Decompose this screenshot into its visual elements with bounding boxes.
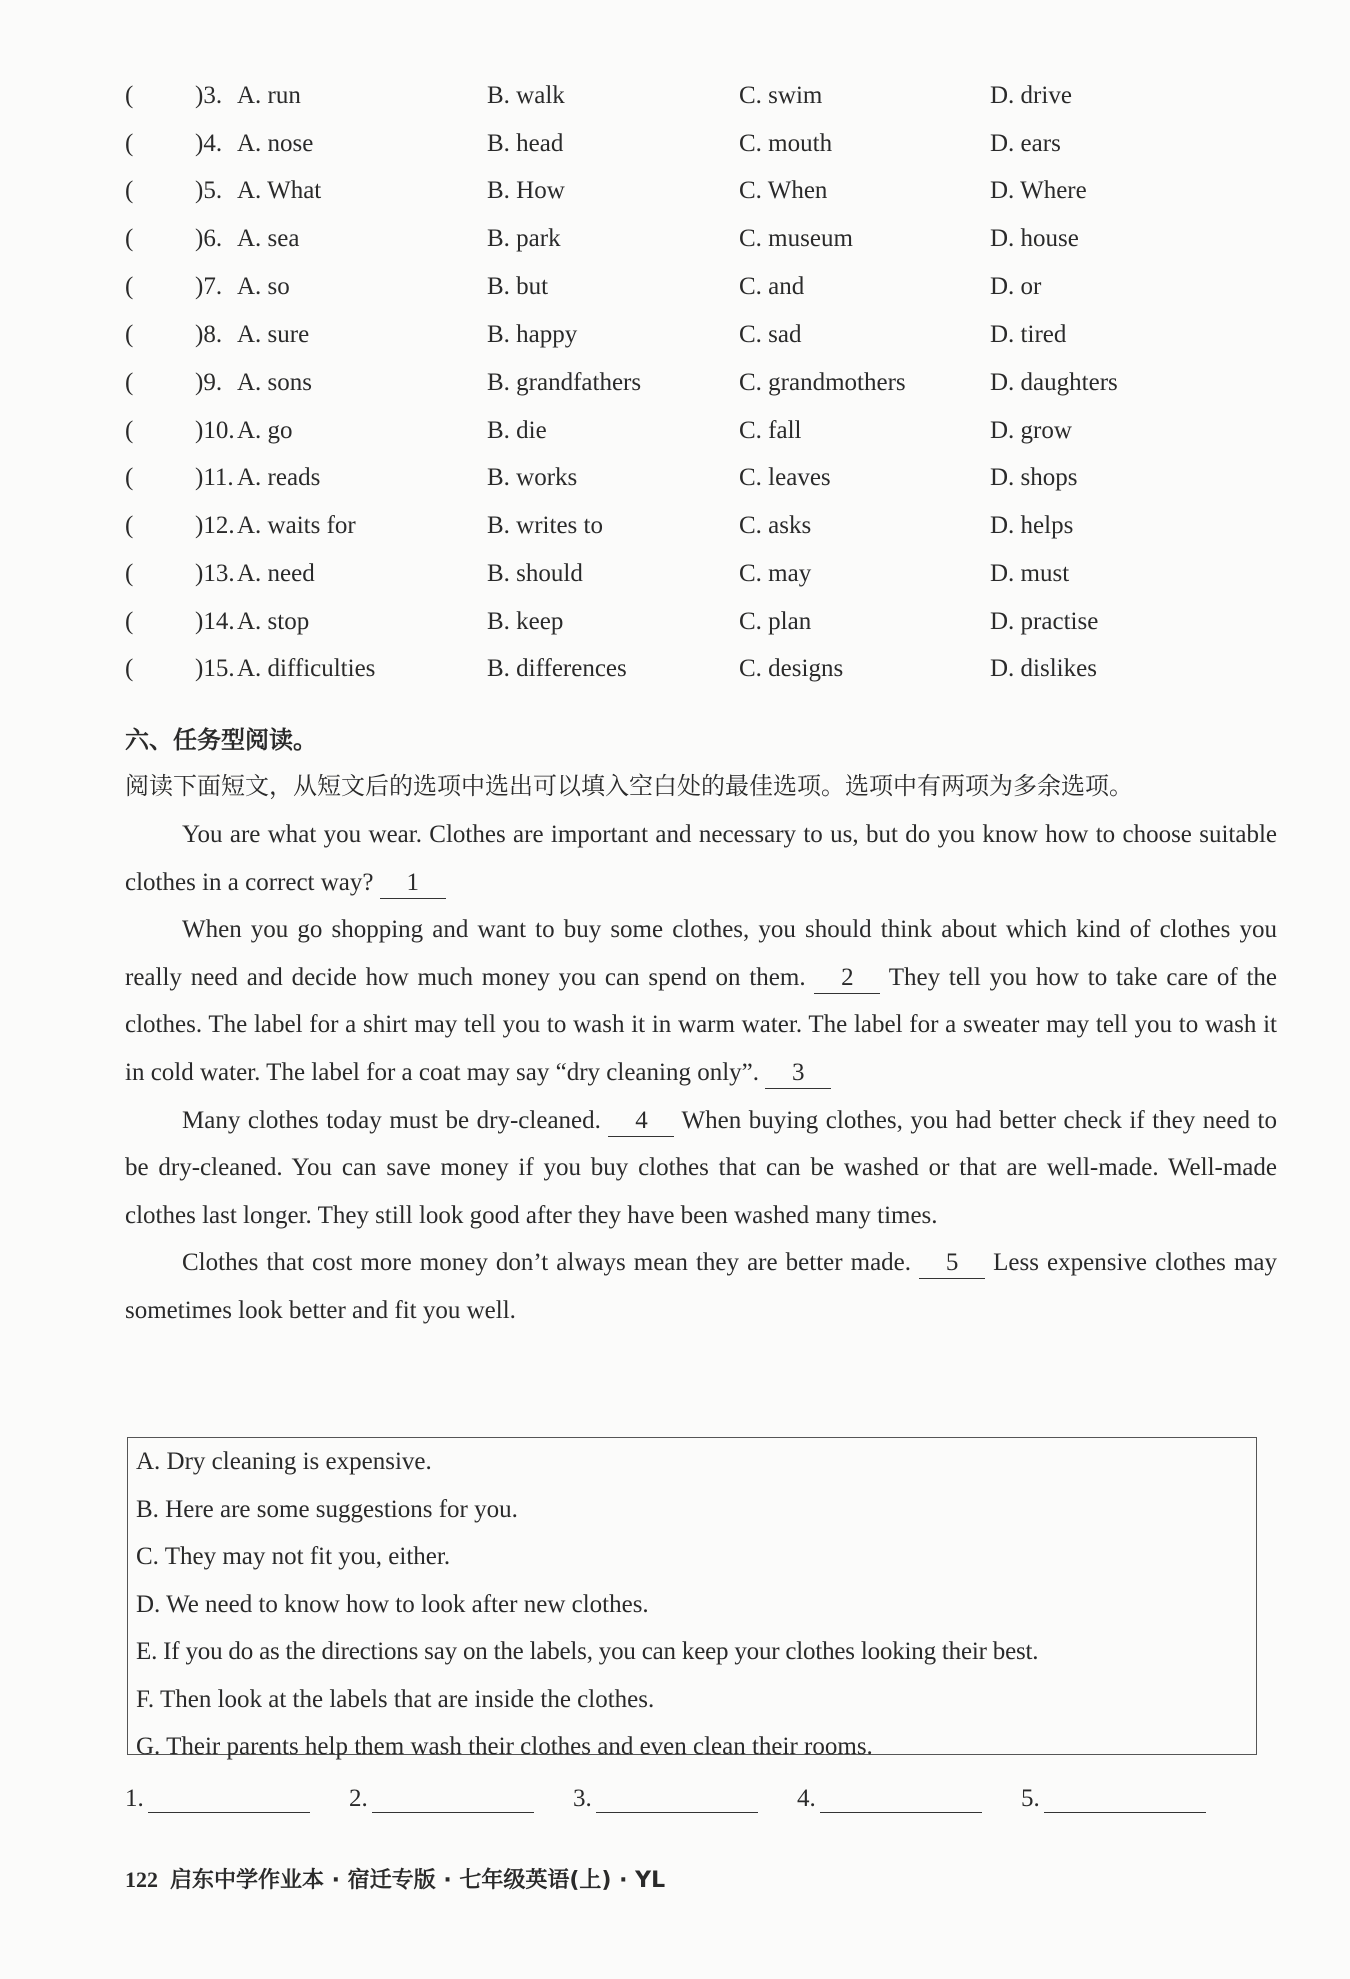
blank-1: 1 (380, 868, 446, 899)
passage-text: Clothes that cost more money don’t always mean they are better made. (182, 1249, 920, 1277)
question-number: )7. (195, 273, 223, 300)
question-row (125, 552, 1275, 596)
option-c: C. When (739, 177, 828, 204)
book-title: 启东中学作业本 · 宿迁专版 · 七年级英语(上) · YL (170, 1868, 666, 1893)
option-c: C. and (739, 273, 805, 300)
question-number: )6. (195, 225, 223, 252)
option-c: C. sad (739, 321, 802, 348)
option-d: D. shops (990, 464, 1078, 491)
question-number: )9. (195, 369, 223, 396)
answer-paren: ( (125, 464, 134, 491)
option-c: C. fall (739, 417, 802, 444)
option-d: D. drive (990, 82, 1072, 109)
option-a: A. go (237, 417, 293, 444)
answer-paren: ( (125, 655, 134, 682)
option-d: D. house (990, 225, 1079, 252)
question-row (125, 265, 1275, 309)
question-number: )15. (195, 655, 235, 682)
option-a: A. reads (237, 464, 321, 491)
option-b: B. happy (487, 321, 578, 348)
answer-number: 1. (125, 1785, 144, 1812)
answer-line[interactable] (372, 1782, 534, 1813)
question-row (125, 217, 1275, 261)
answer-paren: ( (125, 560, 134, 587)
answer-number: 2. (349, 1785, 368, 1812)
answer-slot[interactable] (349, 1782, 534, 1813)
passage-paragraph (125, 906, 1277, 1096)
option-b: B. should (487, 560, 583, 587)
option-d: D. helps (990, 512, 1074, 539)
passage-text: When buying clothes, you had better check if they need to be dry-cleaned. You can save money if you buy clothes that can be washed or that are well-made. Well-made clothes last longer. They still look good after they have been washed many times. (125, 1106, 1277, 1229)
question-row (125, 647, 1275, 691)
answer-slot[interactable] (797, 1782, 982, 1813)
option-a: A. difficulties (237, 655, 376, 682)
answer-paren: ( (125, 130, 134, 157)
passage-text: When you go shopping and want to buy some clothes, you should think about which kind of clothes you really need and decide how much money you can spend on them. (125, 916, 1277, 991)
option-c: C. grandmothers (739, 369, 906, 396)
passage-text: Many clothes today must be dry-cleaned. (182, 1106, 609, 1134)
options-box (127, 1437, 1257, 1760)
answer-slot[interactable] (573, 1782, 758, 1813)
answer-line[interactable] (1044, 1782, 1206, 1813)
option-c: C. leaves (739, 464, 831, 491)
question-row (125, 169, 1275, 213)
option-b: B. How (487, 177, 565, 204)
option-d: D. must (990, 560, 1070, 587)
answer-number: 5. (1021, 1785, 1040, 1812)
answer-paren: ( (125, 369, 134, 396)
answer-paren: ( (125, 321, 134, 348)
option-b: B. die (487, 417, 547, 444)
option-b: B. park (487, 225, 561, 252)
question-row (125, 600, 1275, 644)
answer-paren: ( (125, 417, 134, 444)
option-d: D. daughters (990, 369, 1118, 396)
option-line: E. If you do as the directions say on the labels, you can keep your clothes looking their best. (136, 1638, 1039, 1665)
question-number: )3. (195, 82, 223, 109)
answer-paren: ( (125, 177, 134, 204)
option-b: B. differences (487, 655, 627, 682)
answer-slot[interactable] (125, 1782, 310, 1813)
option-d: D. grow (990, 417, 1072, 444)
option-b: B. walk (487, 82, 565, 109)
option-c: C. mouth (739, 130, 833, 157)
option-a: A. need (237, 560, 315, 587)
answer-blanks (125, 1782, 1225, 1822)
option-line: F. Then look at the labels that are inside the clothes. (136, 1685, 655, 1713)
blank-4: 4 (608, 1106, 674, 1137)
answer-paren: ( (125, 82, 134, 109)
question-row (125, 409, 1275, 453)
option-d: D. or (990, 273, 1042, 300)
option-d: D. Where (990, 177, 1087, 204)
answer-line[interactable] (820, 1782, 982, 1813)
option-b: B. writes to (487, 512, 603, 539)
question-number: )13. (195, 560, 235, 587)
option-a: A. sure (237, 321, 310, 348)
option-c: C. designs (739, 655, 844, 682)
section-title: 六、任务型阅读。 (125, 726, 317, 754)
question-number: )8. (195, 321, 223, 348)
question-number: )11. (195, 464, 234, 491)
passage-text: You are what you wear. Clothes are important and necessary to us, but do you know how to choose suitable clothes in a correct way? (125, 821, 1277, 896)
option-d: D. practise (990, 608, 1099, 635)
option-line: B. Here are some suggestions for you. (136, 1495, 518, 1523)
question-number: )14. (195, 608, 235, 635)
passage-text: Less expensive clothes may sometimes look better and fit you well. (125, 1249, 1277, 1324)
option-line: D. We need to know how to look after new clothes. (136, 1590, 649, 1618)
answer-line[interactable] (148, 1782, 310, 1813)
reading-passage (125, 811, 1277, 1335)
option-a: A. so (237, 273, 290, 300)
option-d: D. dislikes (990, 655, 1097, 682)
option-a: A. What (237, 177, 322, 204)
option-a: A. sea (237, 225, 300, 252)
answer-paren: ( (125, 512, 134, 539)
passage-paragraph (125, 811, 1277, 906)
option-b: B. works (487, 464, 578, 491)
question-row (125, 122, 1275, 166)
blank-2: 2 (814, 963, 880, 994)
option-b: B. but (487, 273, 549, 300)
blank-3: 3 (765, 1058, 831, 1089)
option-b: B. grandfathers (487, 369, 642, 396)
question-row (125, 74, 1275, 118)
answer-number: 4. (797, 1785, 816, 1812)
option-c: C. may (739, 560, 812, 587)
option-b: B. keep (487, 608, 564, 635)
passage-text: They tell you how to take care of the clothes. The label for a shirt may tell you to wash it in warm water. The label for a sweater may tell you to wash it in cold water. The label for a coat may say “dry cleaning only”. (125, 963, 1278, 1086)
option-c: C. plan (739, 608, 812, 635)
option-c: C. swim (739, 82, 823, 109)
option-d: D. tired (990, 321, 1067, 348)
question-row (125, 313, 1275, 357)
question-number: )12. (195, 512, 235, 539)
option-a: A. waits for (237, 512, 356, 539)
answer-line[interactable] (596, 1782, 758, 1813)
blank-5: 5 (919, 1248, 985, 1279)
answer-paren: ( (125, 273, 134, 300)
passage-paragraph (125, 1097, 1277, 1240)
option-a: A. nose (237, 130, 314, 157)
option-c: C. museum (739, 225, 853, 252)
option-line: A. Dry cleaning is expensive. (136, 1448, 432, 1475)
question-row (125, 361, 1275, 405)
page-footer (125, 1862, 665, 1899)
option-line: C. They may not fit you, either. (136, 1543, 451, 1570)
option-d: D. ears (990, 130, 1061, 157)
answer-paren: ( (125, 608, 134, 635)
passage-paragraph (125, 1239, 1277, 1334)
option-a: A. stop (237, 608, 310, 635)
question-row (125, 456, 1275, 500)
option-a: A. sons (237, 369, 313, 396)
question-number: )5. (195, 177, 223, 204)
answer-paren: ( (125, 225, 134, 252)
option-c: C. asks (739, 512, 812, 539)
answer-slot[interactable] (1021, 1782, 1206, 1813)
option-b: B. head (487, 130, 564, 157)
section-instruction: 阅读下面短文，从短文后的选项中选出可以填入空白处的最佳选项。选项中有两项为多余选项。 (125, 772, 1133, 800)
option-line: G. Their parents help them wash their clothes and even clean their rooms. (136, 1733, 873, 1760)
answer-number: 3. (573, 1785, 592, 1812)
option-a: A. run (237, 82, 301, 109)
question-number: )10. (195, 417, 235, 444)
page-number: 122 (125, 1867, 158, 1892)
question-row (125, 504, 1275, 548)
question-number: )4. (195, 130, 223, 157)
